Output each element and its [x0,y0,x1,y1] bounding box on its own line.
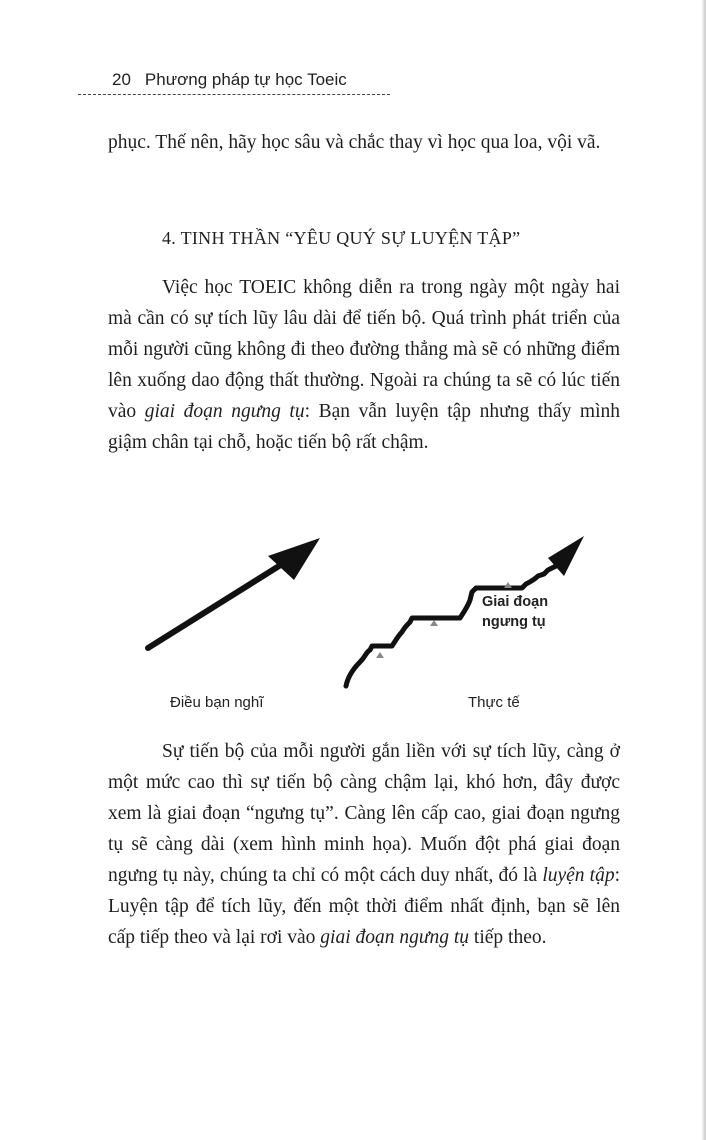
paragraph-2-emphasis-1: luyện tập [542,865,615,886]
plateau-label [482,592,548,632]
caption-reality: Thực tế [468,694,520,711]
continuation-paragraph [108,127,620,158]
book-title: Phương pháp tự học Toeic [144,70,347,89]
page-number: 20 [112,70,131,89]
plateau-marker-icon [430,620,438,626]
paragraph-1-text-b: : Bạn vẫn luyện tập nhưng thấy mình giậm chân tại chỗ, hoặc tiến bộ rất chậm. [108,401,621,453]
stepped-progress-path-icon [346,536,584,686]
paragraph-2-emphasis-2: giai đoạn ngưng tụ [320,927,470,948]
progress-illustration [130,528,610,718]
plateau-marker-icon [376,652,384,658]
plateau-label-line-1: Giai đoạn [482,594,549,610]
plateau-label-line-2: ngưng tụ [482,614,546,630]
scan-edge [702,0,706,1140]
paragraph-2 [108,736,620,953]
caption-what-you-think: Điều bạn nghĩ [170,694,264,711]
plateau-marker-icon [504,582,512,588]
paragraph-1 [108,272,620,458]
continuation-text: phục. Thế nên, hãy học sâu và chắc thay vì học qua loa, vội vã. [108,132,601,153]
paragraph-2-text-c: tiếp theo. [469,927,547,948]
paragraph-2-text-b: : Luyện tập để tích lũy, đến một thời điểm nhất định, bạn sẽ lên cấp tiếp theo và lại rơi vào [108,865,620,948]
paragraph-2-text-a: Sự tiến bộ của mỗi người gắn liền với sự tích lũy, càng ở một mức cao thì sự tiến bộ càng chậm lại, khó hơn, đây được xem là giai đoạn “ngưng tụ”. Càng lên cấp cao, giai đoạn ngưng tụ sẽ càng dài (xem hình minh họa). Muốn đột phá giai đoạn ngưng tụ này, chúng ta chỉ có một cách duy nhất, đó là [108,741,620,886]
straight-arrow-icon [148,538,320,648]
paragraph-1-text-a: Việc học TOEIC không diễn ra trong ngày một ngày hai mà cần có sự tích lũy lâu dài để tiến bộ. Quá trình phát triển của mỗi người cũng không đi theo đường thẳng mà sẽ có những điểm lên xuống dao động thất thường. Ngoài ra chúng ta sẽ có lúc tiến vào [108,277,620,422]
paragraph-1-emphasis: giai đoạn ngưng tụ [144,401,305,422]
section-heading: 4. TINH THẦN “YÊU QUÝ SỰ LUYỆN TẬP” [162,228,521,248]
running-header [78,70,390,95]
